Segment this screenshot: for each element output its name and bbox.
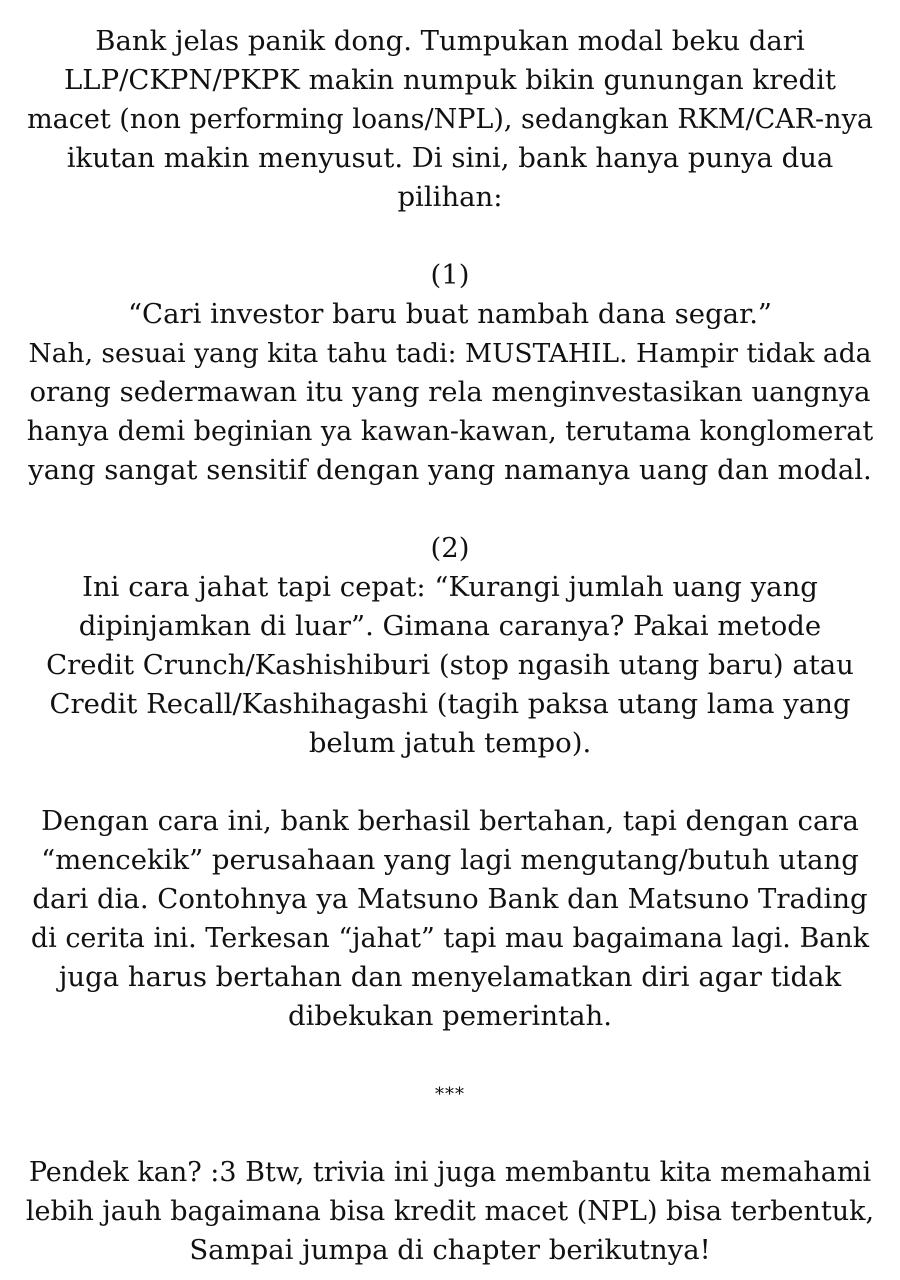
text-line: “Cari investor baru buat nambah dana segar.” bbox=[128, 298, 772, 330]
text-line: juga harus bertahan dan menyelamatkan diri agar tidak bbox=[58, 961, 842, 993]
text-line: di cerita ini. Terkesan “jahat” tapi mau bagaimana lagi. Bank bbox=[30, 923, 870, 954]
option-number: (1) bbox=[430, 259, 470, 291]
text-line: hanya demi beginian ya kawan-kawan, terutama konglomerat bbox=[26, 416, 874, 447]
text-line: ikutan makin menyusut. Di sini, bank hanya punya dua bbox=[66, 142, 834, 174]
text-line: Bank jelas panik dong. Tumpukan modal beku dari bbox=[95, 25, 805, 57]
paragraph-spacer bbox=[24, 763, 876, 802]
text-line: dipinjamkan di luar”. Gimana caranya? Pakai metode bbox=[78, 610, 822, 642]
text-line: Dengan cara ini, bank berhasil bertahan, tapi dengan cara bbox=[41, 805, 859, 837]
paragraph-spacer bbox=[24, 1114, 876, 1153]
text-line: belum jatuh tempo). bbox=[308, 727, 592, 759]
text-line: Nah, sesuai yang kita tahu tadi: MUSTAHIL. Hampir tidak ada bbox=[28, 338, 872, 369]
text-line: dari dia. Contohnya ya Matsuno Bank dan Matsuno Trading bbox=[32, 883, 868, 915]
option-number: (2) bbox=[430, 532, 470, 564]
paragraph-spacer bbox=[24, 217, 876, 256]
text-line: pilihan: bbox=[397, 181, 503, 213]
text-line: macet (non performing loans/NPL), sedangkan RKM/CAR-nya bbox=[27, 104, 873, 135]
closing-paragraph bbox=[24, 1153, 876, 1270]
paragraph-spacer bbox=[24, 1036, 876, 1075]
text-line: LLP/CKPN/PKPK makin numpuk bikin gunungan kredit bbox=[64, 64, 836, 96]
text-line: “mencekik” perusahaan yang lagi mengutang/butuh utang bbox=[41, 844, 859, 876]
conclusion-paragraph bbox=[24, 802, 876, 1036]
text-line: Ini cara jahat tapi cepat: “Kurangi jumlah uang yang bbox=[82, 571, 818, 603]
text-line: dibekukan pemerintah. bbox=[288, 1000, 612, 1032]
option-2-paragraph bbox=[24, 529, 876, 763]
scene-separator: *** bbox=[435, 1084, 465, 1105]
text-line: Credit Crunch/Kashishiburi (stop ngasih utang baru) atau bbox=[46, 649, 854, 681]
text-line: Sampai jumpa di chapter berikutnya! bbox=[189, 1234, 711, 1266]
text-line: yang sangat sensitif dengan yang namanya uang dan modal. bbox=[28, 454, 872, 486]
paragraph-spacer bbox=[24, 490, 876, 529]
option-1-paragraph bbox=[24, 256, 876, 490]
text-line: lebih jauh bagaimana bisa kredit macet (NPL) bisa terbentuk, bbox=[25, 1196, 875, 1227]
text-line: Pendek kan? :3 Btw, trivia ini juga membantu kita memahami bbox=[28, 1157, 872, 1188]
text-line: orang sedermawan itu yang rela menginvestasikan uangnya bbox=[29, 376, 871, 408]
intro-paragraph bbox=[24, 22, 876, 217]
text-line: Credit Recall/Kashihagashi (tagih paksa utang lama yang bbox=[49, 688, 851, 720]
